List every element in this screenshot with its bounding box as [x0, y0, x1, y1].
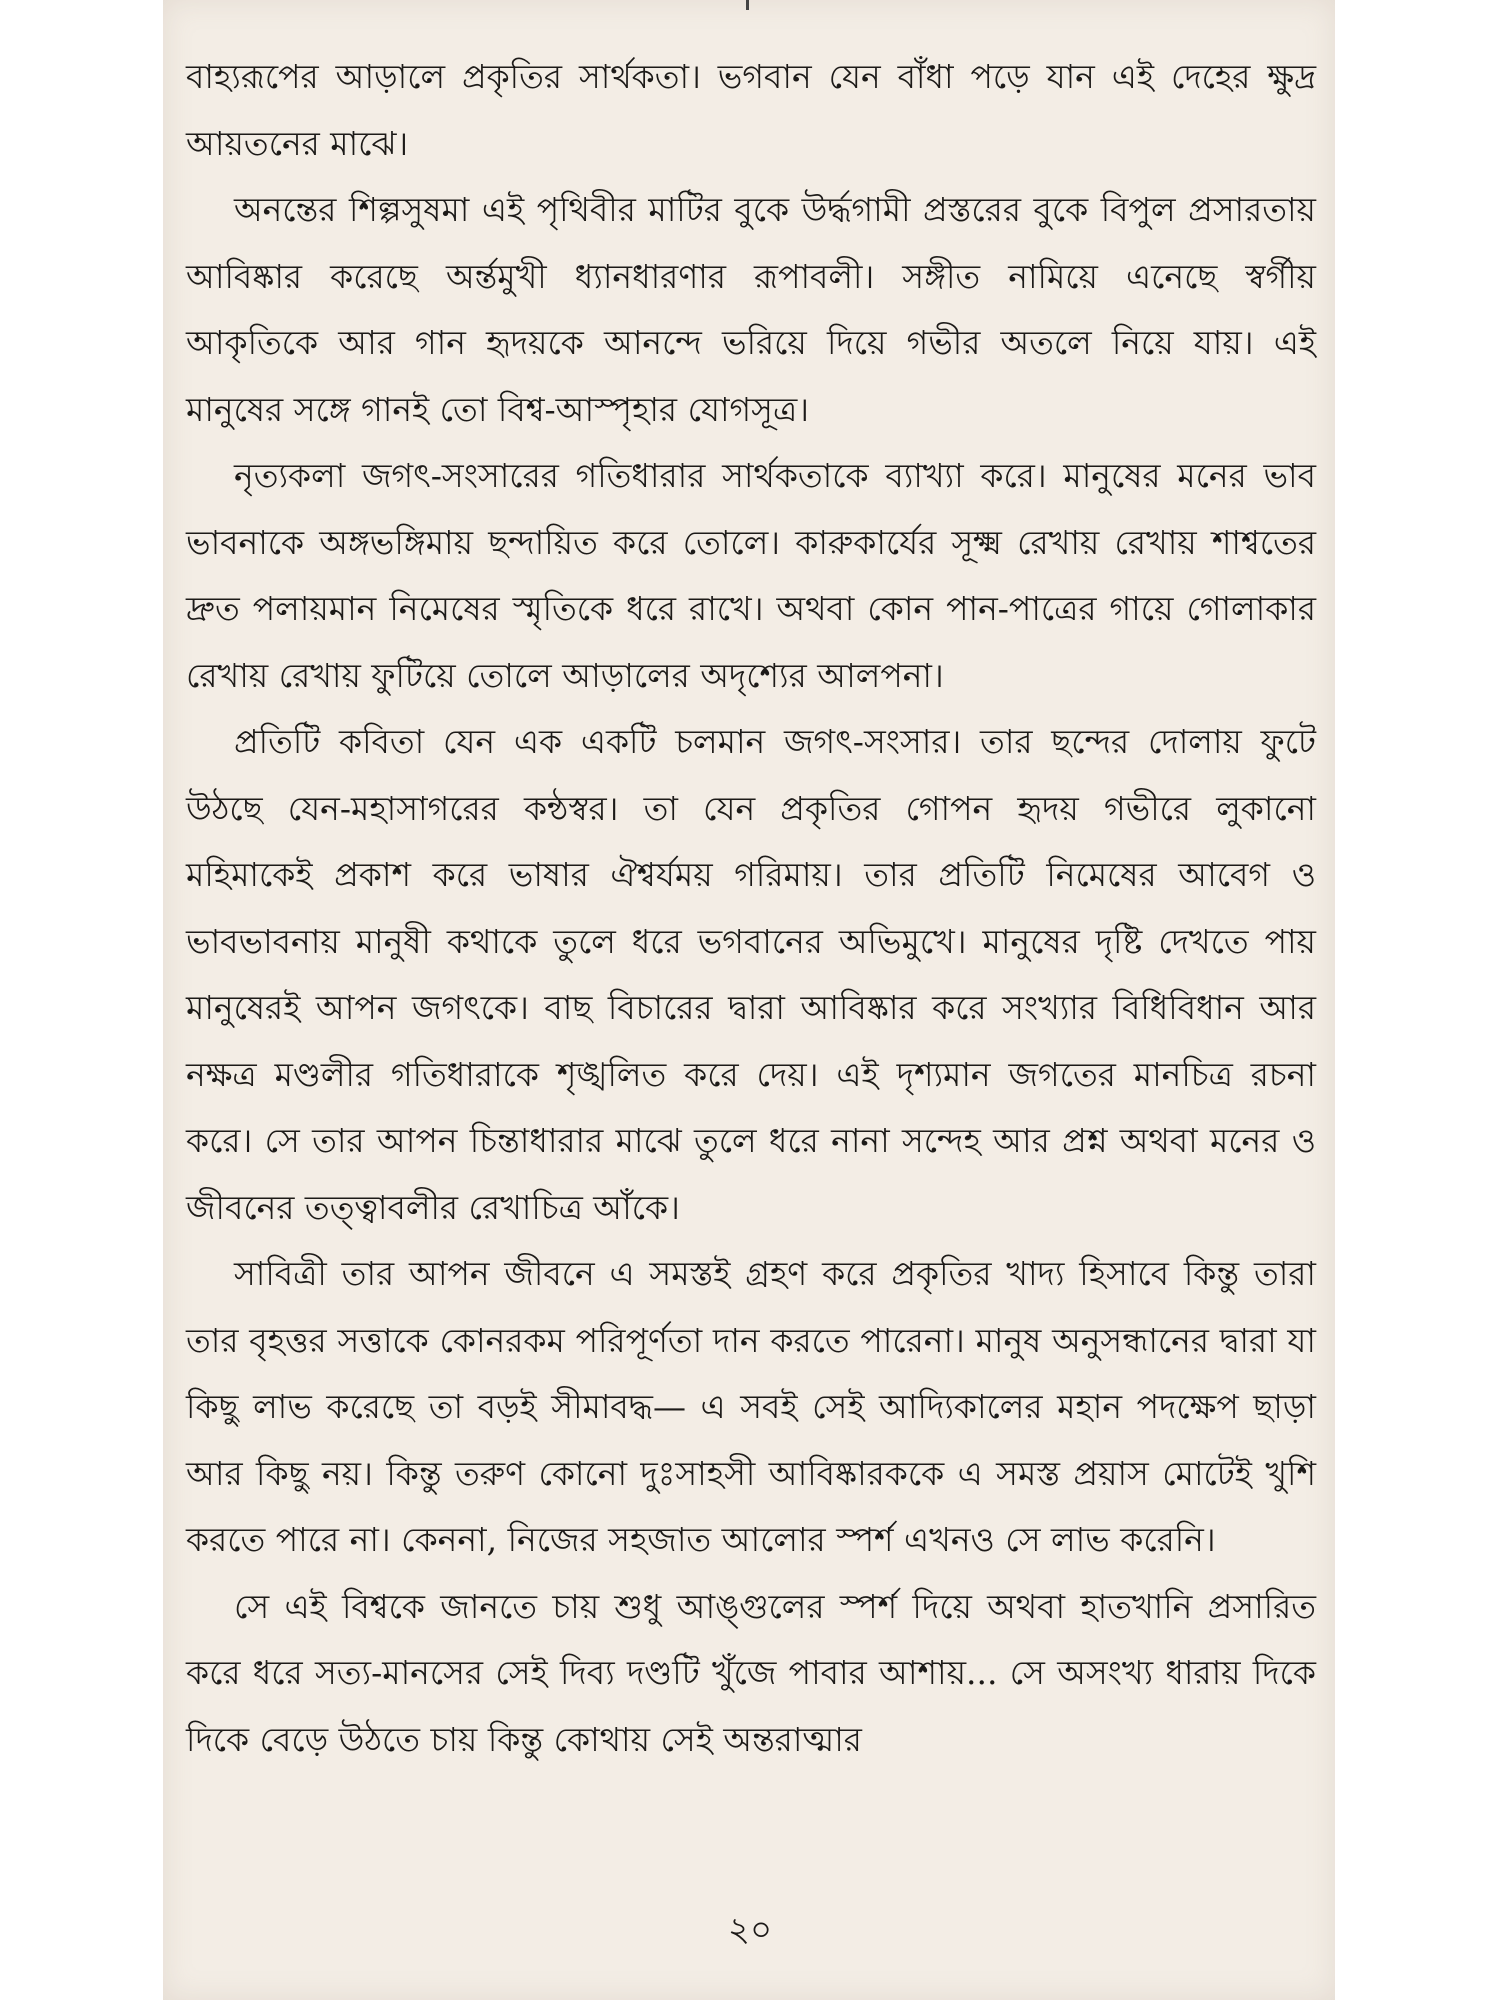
paragraph: অনন্তের শিল্পসুষমা এই পৃথিবীর মাটির বুকে উর্দ্ধগামী প্রস্তরের বুকে বিপুল প্রসারতায় আবিষ্কার করেছে অর্ন্তমুখী ধ্যানধারণার রূপাবলী। সঙ্গীত নামিয়ে এনেছে স্বর্গীয় আকৃতিকে আর গান হৃদয়কে আনন্দে ভরিয়ে দিয়ে গভীর অতলে নিয়ে যায়। এই মানুষের সঙ্গে গানই তো বিশ্ব-আস্পৃহার যোগসূত্র। [186, 190, 1316, 429]
body-text [186, 44, 1316, 1773]
paragraph: নৃত্যকলা জগৎ-সংসারের গতিধারার সার্থকতাকে ব্যাখ্যা করে। মানুষের মনের ভাব ভাবনাকে অঙ্গভঙ্গিমায় ছন্দায়িত করে তোলে। কারুকার্যের সূক্ষ্ম রেখায় রেখায় শাশ্বতের দ্রুত পলায়মান নিমেষের স্মৃতিকে ধরে রাখে। অথবা কোন পান-পাত্রের গায়ে গোলাকার রেখায় রেখায় ফুটিয়ে তোলে আড়ালের অদৃশ্যের আলপনা। [186, 456, 1316, 695]
page-number: ২০ [727, 1910, 773, 1950]
paragraph: সাবিত্রী তার আপন জীবনে এ সমস্তই গ্রহণ করে প্রকৃতির খাদ্য হিসাবে কিন্তু তারা তার বৃহত্তর সত্তাকে কোনরকম পরিপূর্ণতা দান করতে পারেনা। মানুষ অনুসন্ধানের দ্বারা যা কিছু লাভ করেছে তা বড়ই সীমাবদ্ধ— এ সবই সেই আদ্যিকালের মহান পদক্ষেপ ছাড়া আর কিছু নয়। কিন্তু তরুণ কোনো দুঃসাহসী আবিষ্কারককে এ সমস্ত প্রয়াস মোটেই খুশি করতে পারে না। কেননা, নিজের সহজাত আলোর স্পর্শ এখনও সে লাভ করেনি। [186, 1254, 1316, 1559]
paragraph: প্রতিটি কবিতা যেন এক একটি চলমান জগৎ-সংসার। তার ছন্দের দোলায় ফুটে উঠছে যেন-মহাসাগরের কন্ঠস্বর। তা যেন প্রকৃতির গোপন হৃদয় গভীরে লুকানো মহিমাকেই প্রকাশ করে ভাষার ঐশ্বর্যময় গরিমায়। তার প্রতিটি নিমেষের আবেগ ও ভাবভাবনায় মানুষী কথাকে তুলে ধরে ভগবানের অভিমুখে। মানুষের দৃষ্টি দেখতে পায় মানুষেরই আপন জগৎকে। বাছ বিচারের দ্বারা আবিষ্কার করে সংখ্যার বিধিবিধান আর নক্ষত্র মণ্ডলীর গতিধারাকে শৃঙ্খলিত করে দেয়। এই দৃশ্যমান জগতের মানচিত্র রচনা করে। সে তার আপন চিন্তাধারার মাঝে তুলে ধরে নানা সন্দেহ আর প্রশ্ন অথবা মনের ও জীবনের তত্ত্বাবলীর রেখাচিত্র আঁকে। [186, 722, 1316, 1227]
paragraph: সে এই বিশ্বকে জানতে চায় শুধু আঙ্গুলের স্পর্শ দিয়ে অথবা হাতখানি প্রসারিত করে ধরে সত্য-মানসের সেই দিব্য দণ্ডটি খুঁজে পাবার আশায়... সে অসংখ্য ধারায় দিকে দিকে বেড়ে উঠতে চায় কিন্তু কোথায় সেই অন্তরাত্মার [186, 1586, 1316, 1759]
paragraph-continued: বাহ্যরূপের আড়ালে প্রকৃতির সার্থকতা। ভগবান যেন বাঁধা পড়ে যান এই দেহের ক্ষুদ্র আয়তনের মাঝে। [186, 57, 1316, 163]
page-top-mark [746, 0, 749, 10]
